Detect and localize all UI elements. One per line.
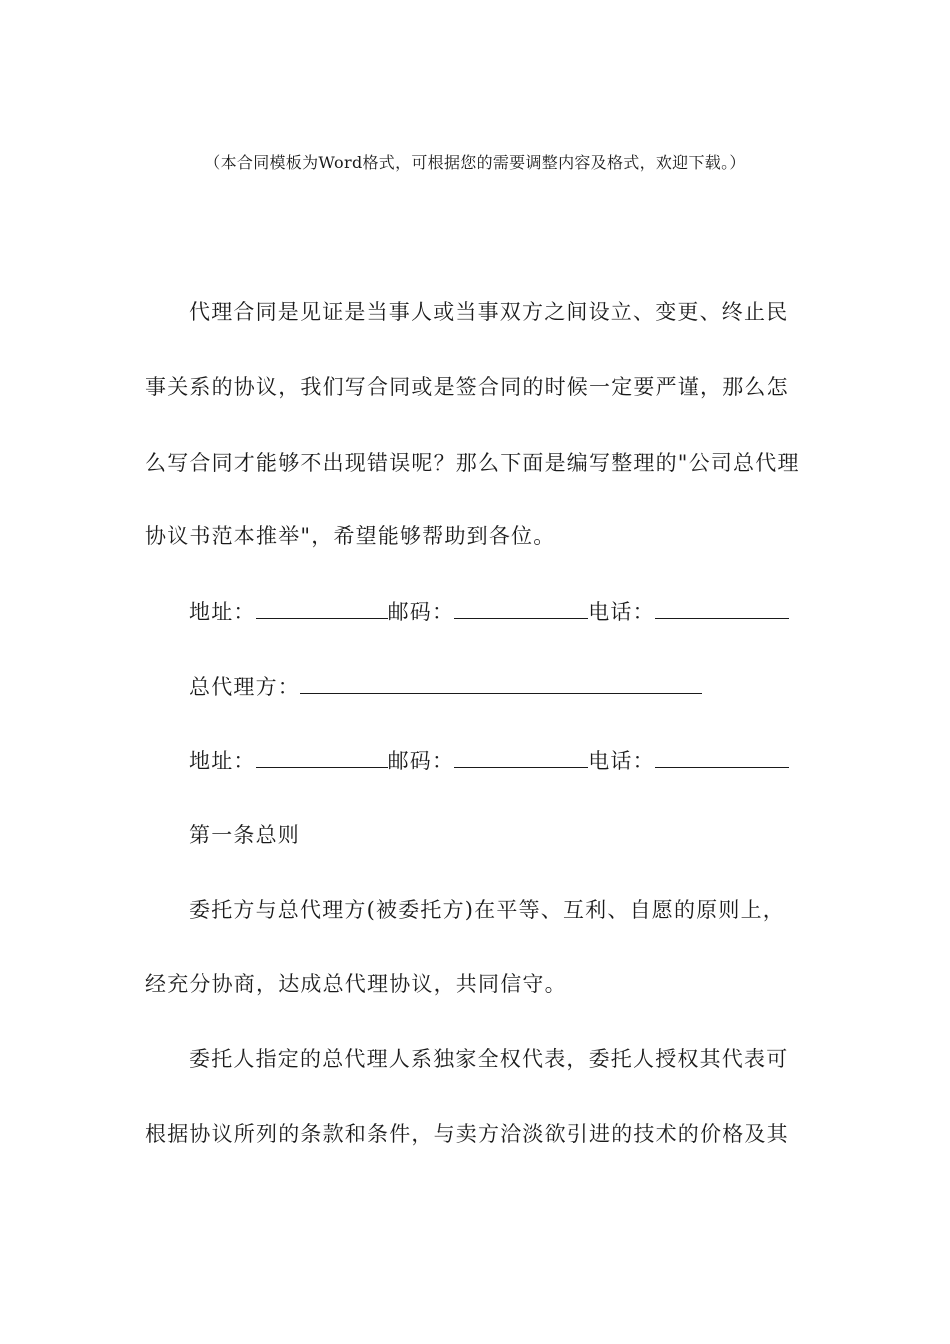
intro-line-4: 协议书范本推举"，希望能够帮助到各位。 [145,524,556,548]
postcode-blank[interactable] [454,600,588,619]
intro-line-3: 么写合同才能够不出现错误呢？那么下面是编写整理的"公司总代理 [145,451,800,475]
agent-blank[interactable] [300,675,702,694]
agent-label: 总代理方： [189,675,300,699]
article-1-p2-line-2: 根据协议所列的条款和条件，与卖方洽淡欲引进的技术的价格及其 [145,1122,789,1146]
address-blank[interactable] [256,749,388,768]
intro-line-2: 事关系的协议，我们写合同或是签合同的时候一定要严谨，那么怎 [145,375,789,399]
article-1-p2-line-1: 委托人指定的总代理人系独家全权代表，委托人授权其代表可 [189,1047,789,1071]
address-blank[interactable] [256,600,388,619]
template-note: （本合同模板为Word格式，可根据您的需要调整内容及格式，欢迎下载。） [204,153,746,172]
postcode-label: 邮码： [387,600,455,624]
address-label: 地址： [189,749,256,773]
article-1-p1-line-1: 委托方与总代理方(被委托方)在平等、互利、自愿的原则上， [189,898,785,922]
postcode-blank[interactable] [454,749,588,768]
intro-line-1: 代理合同是见证是当事人或当事双方之间设立、变更、终止民 [189,300,789,324]
article-1-title: 第一条总则 [189,823,300,847]
contact-row-1 [189,598,789,626]
phone-label: 电话： [588,600,655,624]
phone-blank[interactable] [655,749,789,768]
phone-blank[interactable] [655,600,789,619]
contact-row-2 [189,747,789,775]
postcode-label: 邮码： [387,749,455,773]
agent-row [189,673,702,701]
article-1-p1-line-2: 经充分协商，达成总代理协议，共同信守。 [145,972,567,996]
phone-label: 电话： [588,749,655,773]
address-label: 地址： [189,600,256,624]
